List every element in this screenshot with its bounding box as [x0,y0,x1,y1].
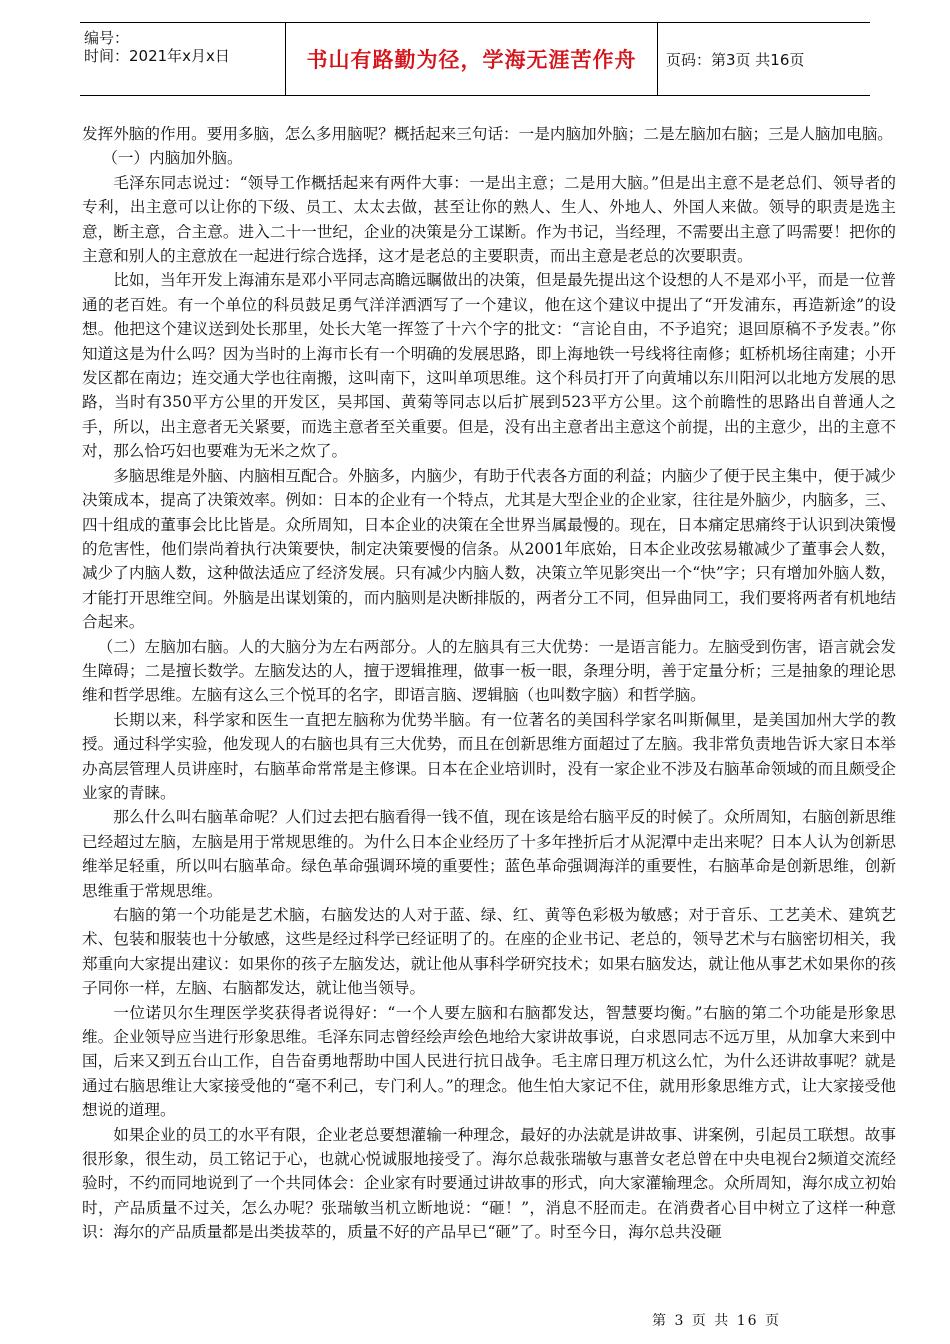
header-meta [80,23,286,95]
header-page-info: 页码：第3页 共16页 [666,50,805,69]
paragraph: 如果企业的员工的水平有限，企业老总要想灌输一种理念，最好的办法就是讲故事、讲案例，引起员工联想。故事很形象，很生动，员工铭记于心，也就心悦诚服地接受了。海尔总裁张瑞敏与惠普女老总曾在中央电视台2频道交流经验时，不约而同地说到了一个共同体会：企业家有时要通过讲故事的形式，向大家灌输理念。众所周知，海尔成立初始时，产品质量不过关，怎么办呢？张瑞敏当机立断地说：“砸！”，消息不胫而走。在消费者心目中树立了这样一种意识：海尔的产品质量都是出类拔萃的，质量不好的产品早已“砸”了。时至今日，海尔总共没砸 [82,1125,896,1242]
section-heading-paragraph: （二）左脑加右脑。人的大脑分为左右两部分。人的左脑具有三大优势：一是语言能力。左脑受到伤害，语言就会发生障碍；二是擅长数学。左脑发达的人，擅于逻辑推理，做事一板一眼，条理分明，善于定量分析；三是抽象的理论思维和哲学思维。左脑有这么三个悦耳的名字，即语言脑、逻辑脑（也叫数字脑）和哲学脑。 [82,637,896,705]
page-header [80,22,870,96]
section-heading: （一）内脑加外脑。 [102,149,243,168]
document-time-label: 时间：2021年x月x日 [84,47,230,65]
paragraph: 多脑思维是外脑、内脑相互配合。外脑多，内脑少，有助于代表各方面的利益；内脑少了便于民主集中，便于减少决策成本，提高了决策效率。例如：日本的企业有一个特点，尤其是大型企业的企业家，往往是外脑少，内脑多，三、四十组成的董事会比比皆是。众所周知，日本企业的决策在全世界当属最慢的。现在，日本痛定思痛终于认识到决策慢的危害性，他们崇尚着执行决策要快，制定决策要慢的信条。从2001年底始，日本企业改弦易辙减少了董事会人数，减少了内脑人数，这种做法适应了经济发展。只有减少内脑人数，决策立竿见影突出一个“快”字；只有增加外脑人数，才能打开思维空间。外脑是出谋划策的，而内脑则是决断排版的，两者分工不同，但异曲同工，我们要将两者有机地结合起来。 [82,466,896,632]
paragraph: 长期以来，科学家和医生一直把左脑称为优势半脑。有一位著名的美国科学家名叫斯佩里，是美国加州大学的教授。通过科学实验，他发现人的右脑也具有三大优势，而且在创新思维方面超过了左脑。我非常负责地告诉大家日本举办高层管理人员讲座时，右脑革命常常是主修课。日本在企业培训时，没有一家企业不涉及右脑革命领域的而且颇受企业家的青睐。 [82,710,896,802]
paragraph: 发挥外脑的作用。要用多脑，怎么多用脑呢？概括起来三句话：一是内脑加外脑；二是左脑加右脑；三是人脑加电脑。 [82,125,893,143]
document-body [82,122,896,1245]
paragraph: 毛泽东同志说过：“领导工作概括起来有两件大事：一是出主意；二是用大脑。”但是出主意不是老总们、领导者的专利，出主意可以让你的下级、员工、太太去做，甚至让你的熟人、生人、外地人、外国人来做。领导的职责是选主意，断主意，合主意。进入二十一世纪，企业的决策是分工谋断。作为书记，当经理，不需要出主意了吗需要！把你的主意和别人的主意放在一起进行综合选择，这才是老总的主要职责，而出主意是老总的次要职责。 [82,173,896,266]
paragraph: 那么什么叫右脑革命呢？人们过去把右脑看得一钱不值，现在该是给右脑平反的时候了。众所周知，右脑创新思维已经超过左脑，左脑是用于常规思维的。为什么日本企业经历了十多年挫折后才从泥潭中走出来呢？日本人认为创新思维举足轻重，所以叫右脑革命。绿色革命强调环境的重要性；蓝色革命强调海洋的重要性，右脑革命是创新思维，创新思维重于常规思维。 [82,808,896,900]
document-number-label: 编号： [84,29,130,47]
header-motto: 书山有路勤为径，学海无涯苦作舟 [286,23,658,95]
paragraph: 右脑的第一个功能是艺术脑，右脑发达的人对于蓝、绿、红、黄等色彩极为敏感；对于音乐、工艺美术、建筑艺术、包装和服装也十分敏感，这些是经过科学已经证明了的。在座的企业书记、老总的，领导艺术与右脑密切相关，我郑重向大家提出建议：如果你的孩子左脑发达，就让他从事科学研究技术；如果右脑发达，就让他从事艺术如果你的孩子同你一样，左脑、右脑都发达，就让他当领导。 [82,906,896,998]
page-footer: 第 3 页 共 16 页 [652,1313,781,1329]
paragraph: 比如，当年开发上海浦东是邓小平同志高瞻远瞩做出的决策，但是最先提出这个设想的人不是邓小平，而是一位普通的老百姓。有一个单位的科员鼓足勇气洋洋洒洒写了一个建议，他在这个建议中提出了“开发浦东，再造新途”的设想。他把这个建议送到处长那里，处长大笔一挥签了十六个字的批文：“言论自由，不予追究；退回原稿不予发表。”你知道这是为什么吗？因为当时的上海市长有一个明确的发展思路，即上海地铁一号线将往南修；虹桥机场往南建；小开发区都在南边；连交通大学也往南搬，这叫南下，这叫单项思维。这个科员打开了向黄埔以东川阳河以北地方发展的思路，当时有350平方公里的开发区，吴邦国、黄菊等同志以后扩展到523平方公里。这个前瞻性的思路出自普通人之手，所以，出主意者无关紧要，而选主意者至关重要。但是，没有出主意者出主意这个前提，出的主意少，出的主意不对，那么恰巧妇也要难为无米之炊了。 [82,271,896,461]
paragraph: 一位诺贝尔生理医学奖获得者说得好：“一个人要左脑和右脑都发达，智慧要均衡。”右脑的第二个功能是形象思维。企业领导应当进行形象思维。毛泽东同志曾经绘声绘色地给大家讲故事说，白求恩同志不远万里，从加拿大来到中国，后来又到五台山工作，自告奋勇地帮助中国人民进行抗日战争。毛主席日理万机这么忙，为什么还讲故事呢？就是通过右脑思维让大家接受他的“毫不利己，专门利人。”的理念。他生怕大家记不住，就用形象思维方式，让大家接受他想说的道理。 [82,1003,896,1120]
